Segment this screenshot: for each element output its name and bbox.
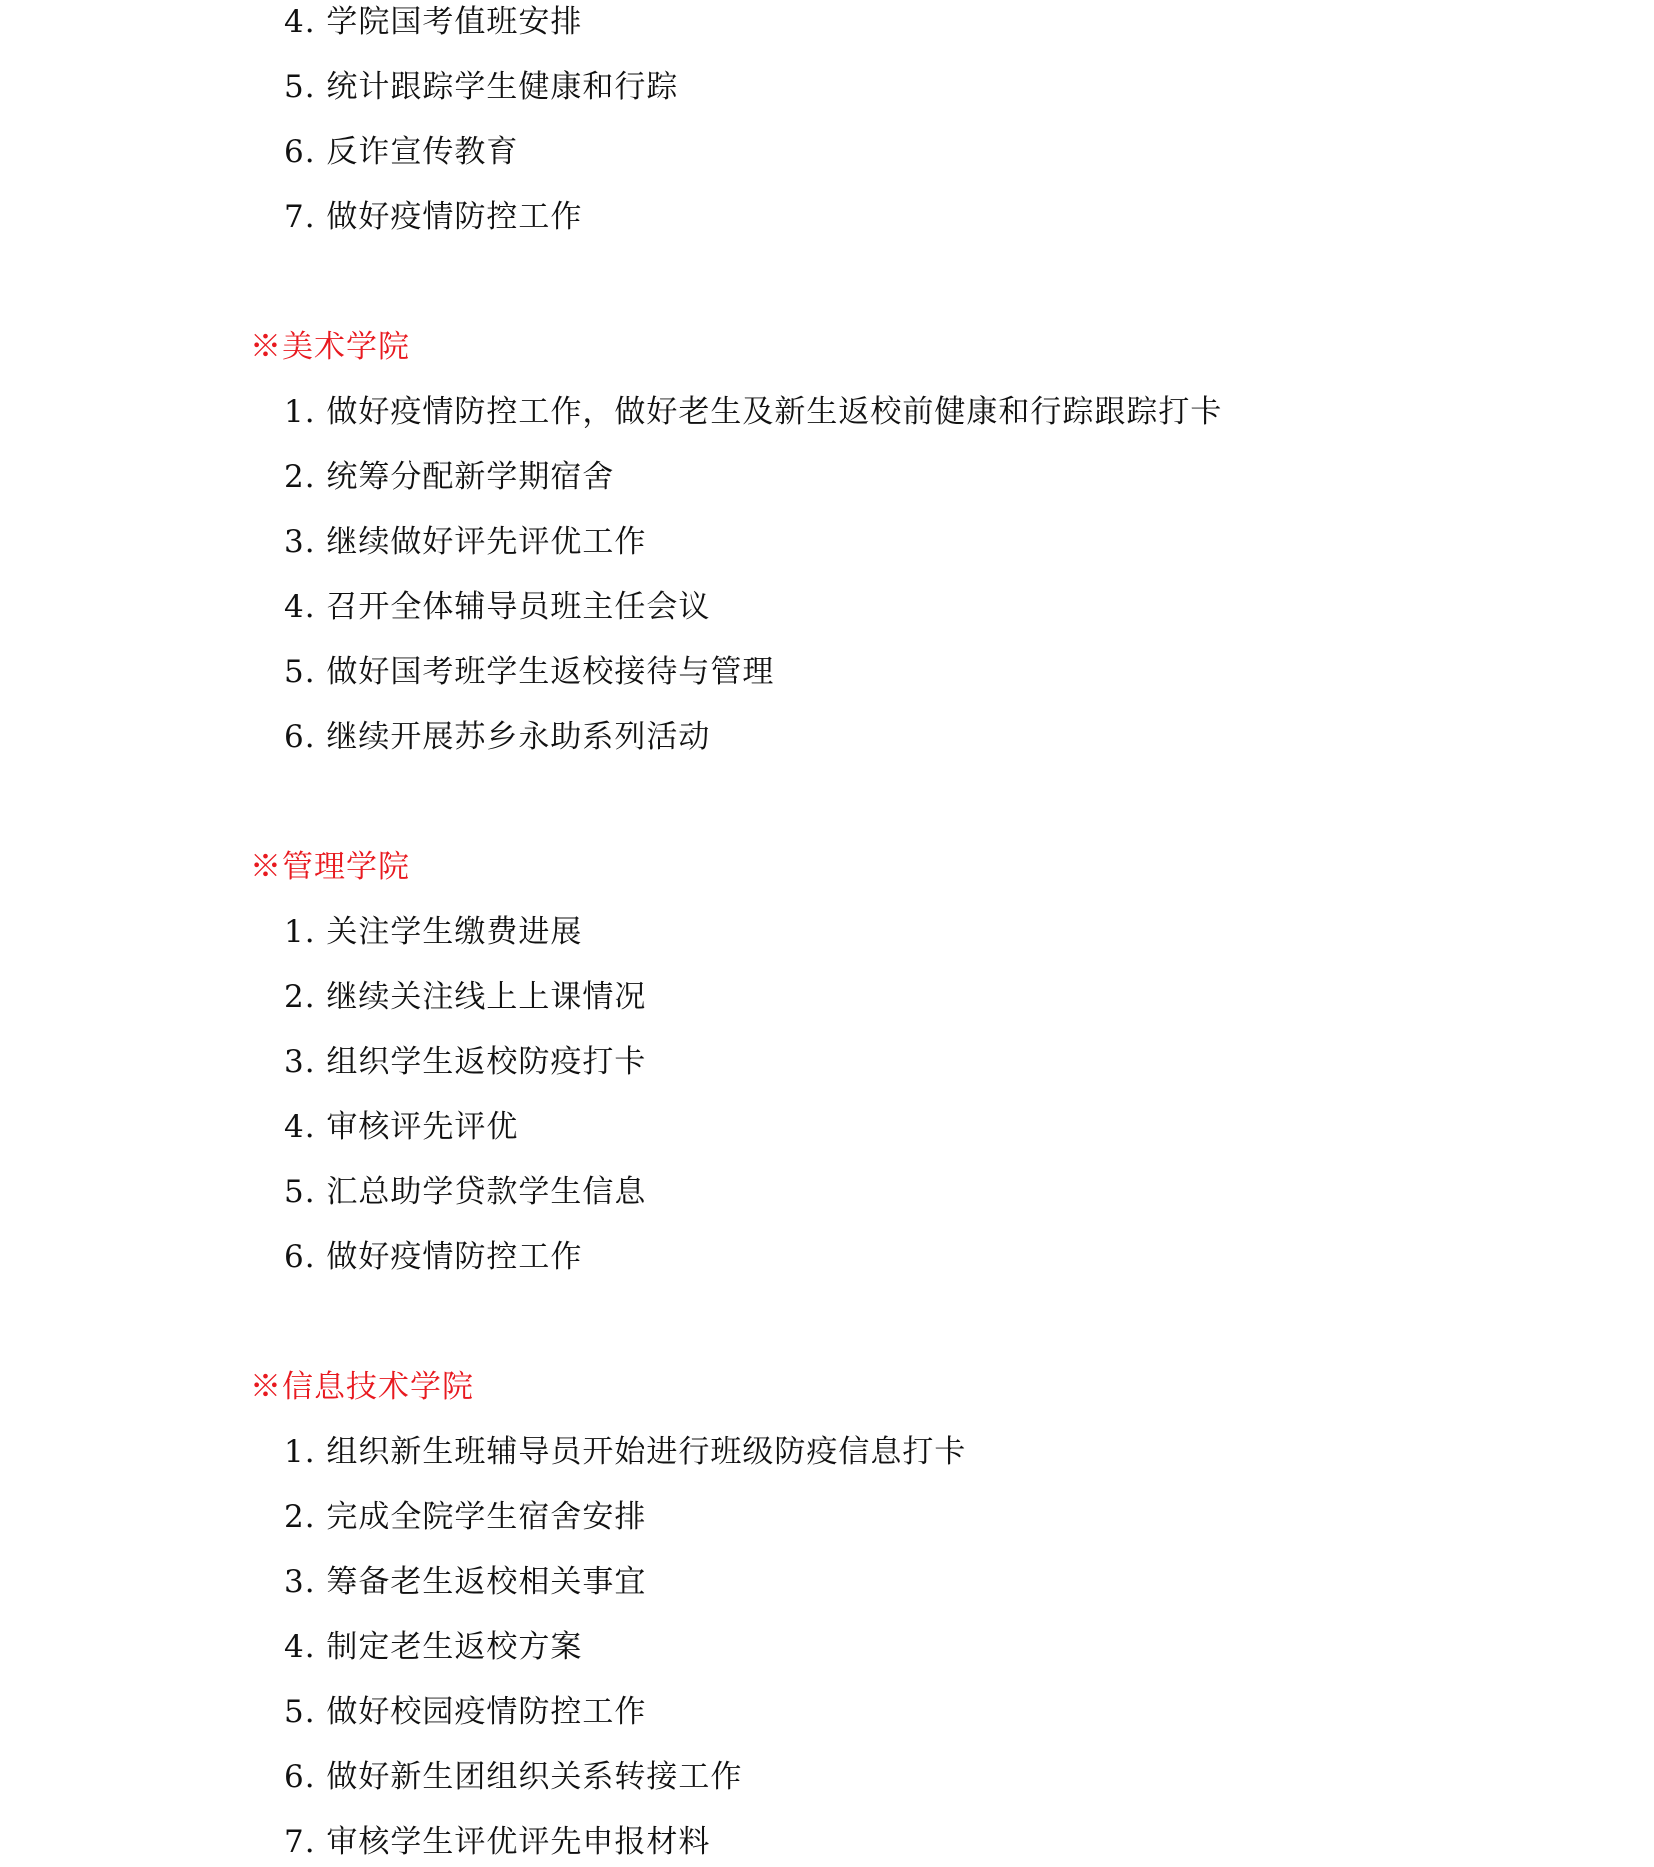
section-heading-it: ※信息技术学院 — [250, 1369, 474, 1405]
section-heading-art: ※美术学院 — [250, 329, 410, 365]
list-item: 4. 审核评先评优 — [284, 1109, 519, 1145]
list-item: 3. 组织学生返校防疫打卡 — [284, 1044, 647, 1080]
list-item: 2. 继续关注线上上课情况 — [284, 979, 647, 1015]
list-item: 6. 做好新生团组织关系转接工作 — [284, 1759, 743, 1795]
list-item: 5. 统计跟踪学生健康和行踪 — [284, 69, 679, 105]
list-item: 4. 召开全体辅导员班主任会议 — [284, 589, 711, 625]
list-item: 4. 制定老生返校方案 — [284, 1629, 583, 1665]
list-item: 6. 反诈宣传教育 — [284, 134, 519, 170]
list-item: 5. 做好校园疫情防控工作 — [284, 1694, 647, 1730]
list-item: 1. 组织新生班辅导员开始进行班级防疫信息打卡 — [284, 1434, 967, 1470]
section-heading-management: ※管理学院 — [250, 849, 410, 885]
list-item: 3. 筹备老生返校相关事宜 — [284, 1564, 647, 1600]
list-item: 4. 学院国考值班安排 — [284, 4, 583, 40]
list-item: 6. 继续开展苏乡永助系列活动 — [284, 719, 711, 755]
list-item: 2. 完成全院学生宿舍安排 — [284, 1499, 647, 1535]
list-item: 5. 做好国考班学生返校接待与管理 — [284, 654, 775, 690]
list-item: 7. 做好疫情防控工作 — [284, 199, 583, 235]
list-item: 6. 做好疫情防控工作 — [284, 1239, 583, 1275]
list-item: 7. 审核学生评优评先申报材料 — [284, 1824, 711, 1860]
list-item: 2. 统筹分配新学期宿舍 — [284, 459, 615, 495]
list-item: 5. 汇总助学贷款学生信息 — [284, 1174, 647, 1210]
list-item: 3. 继续做好评先评优工作 — [284, 524, 647, 560]
list-item: 1. 关注学生缴费进展 — [284, 914, 583, 950]
list-item: 1. 做好疫情防控工作，做好老生及新生返校前健康和行踪跟踪打卡 — [284, 394, 1223, 430]
